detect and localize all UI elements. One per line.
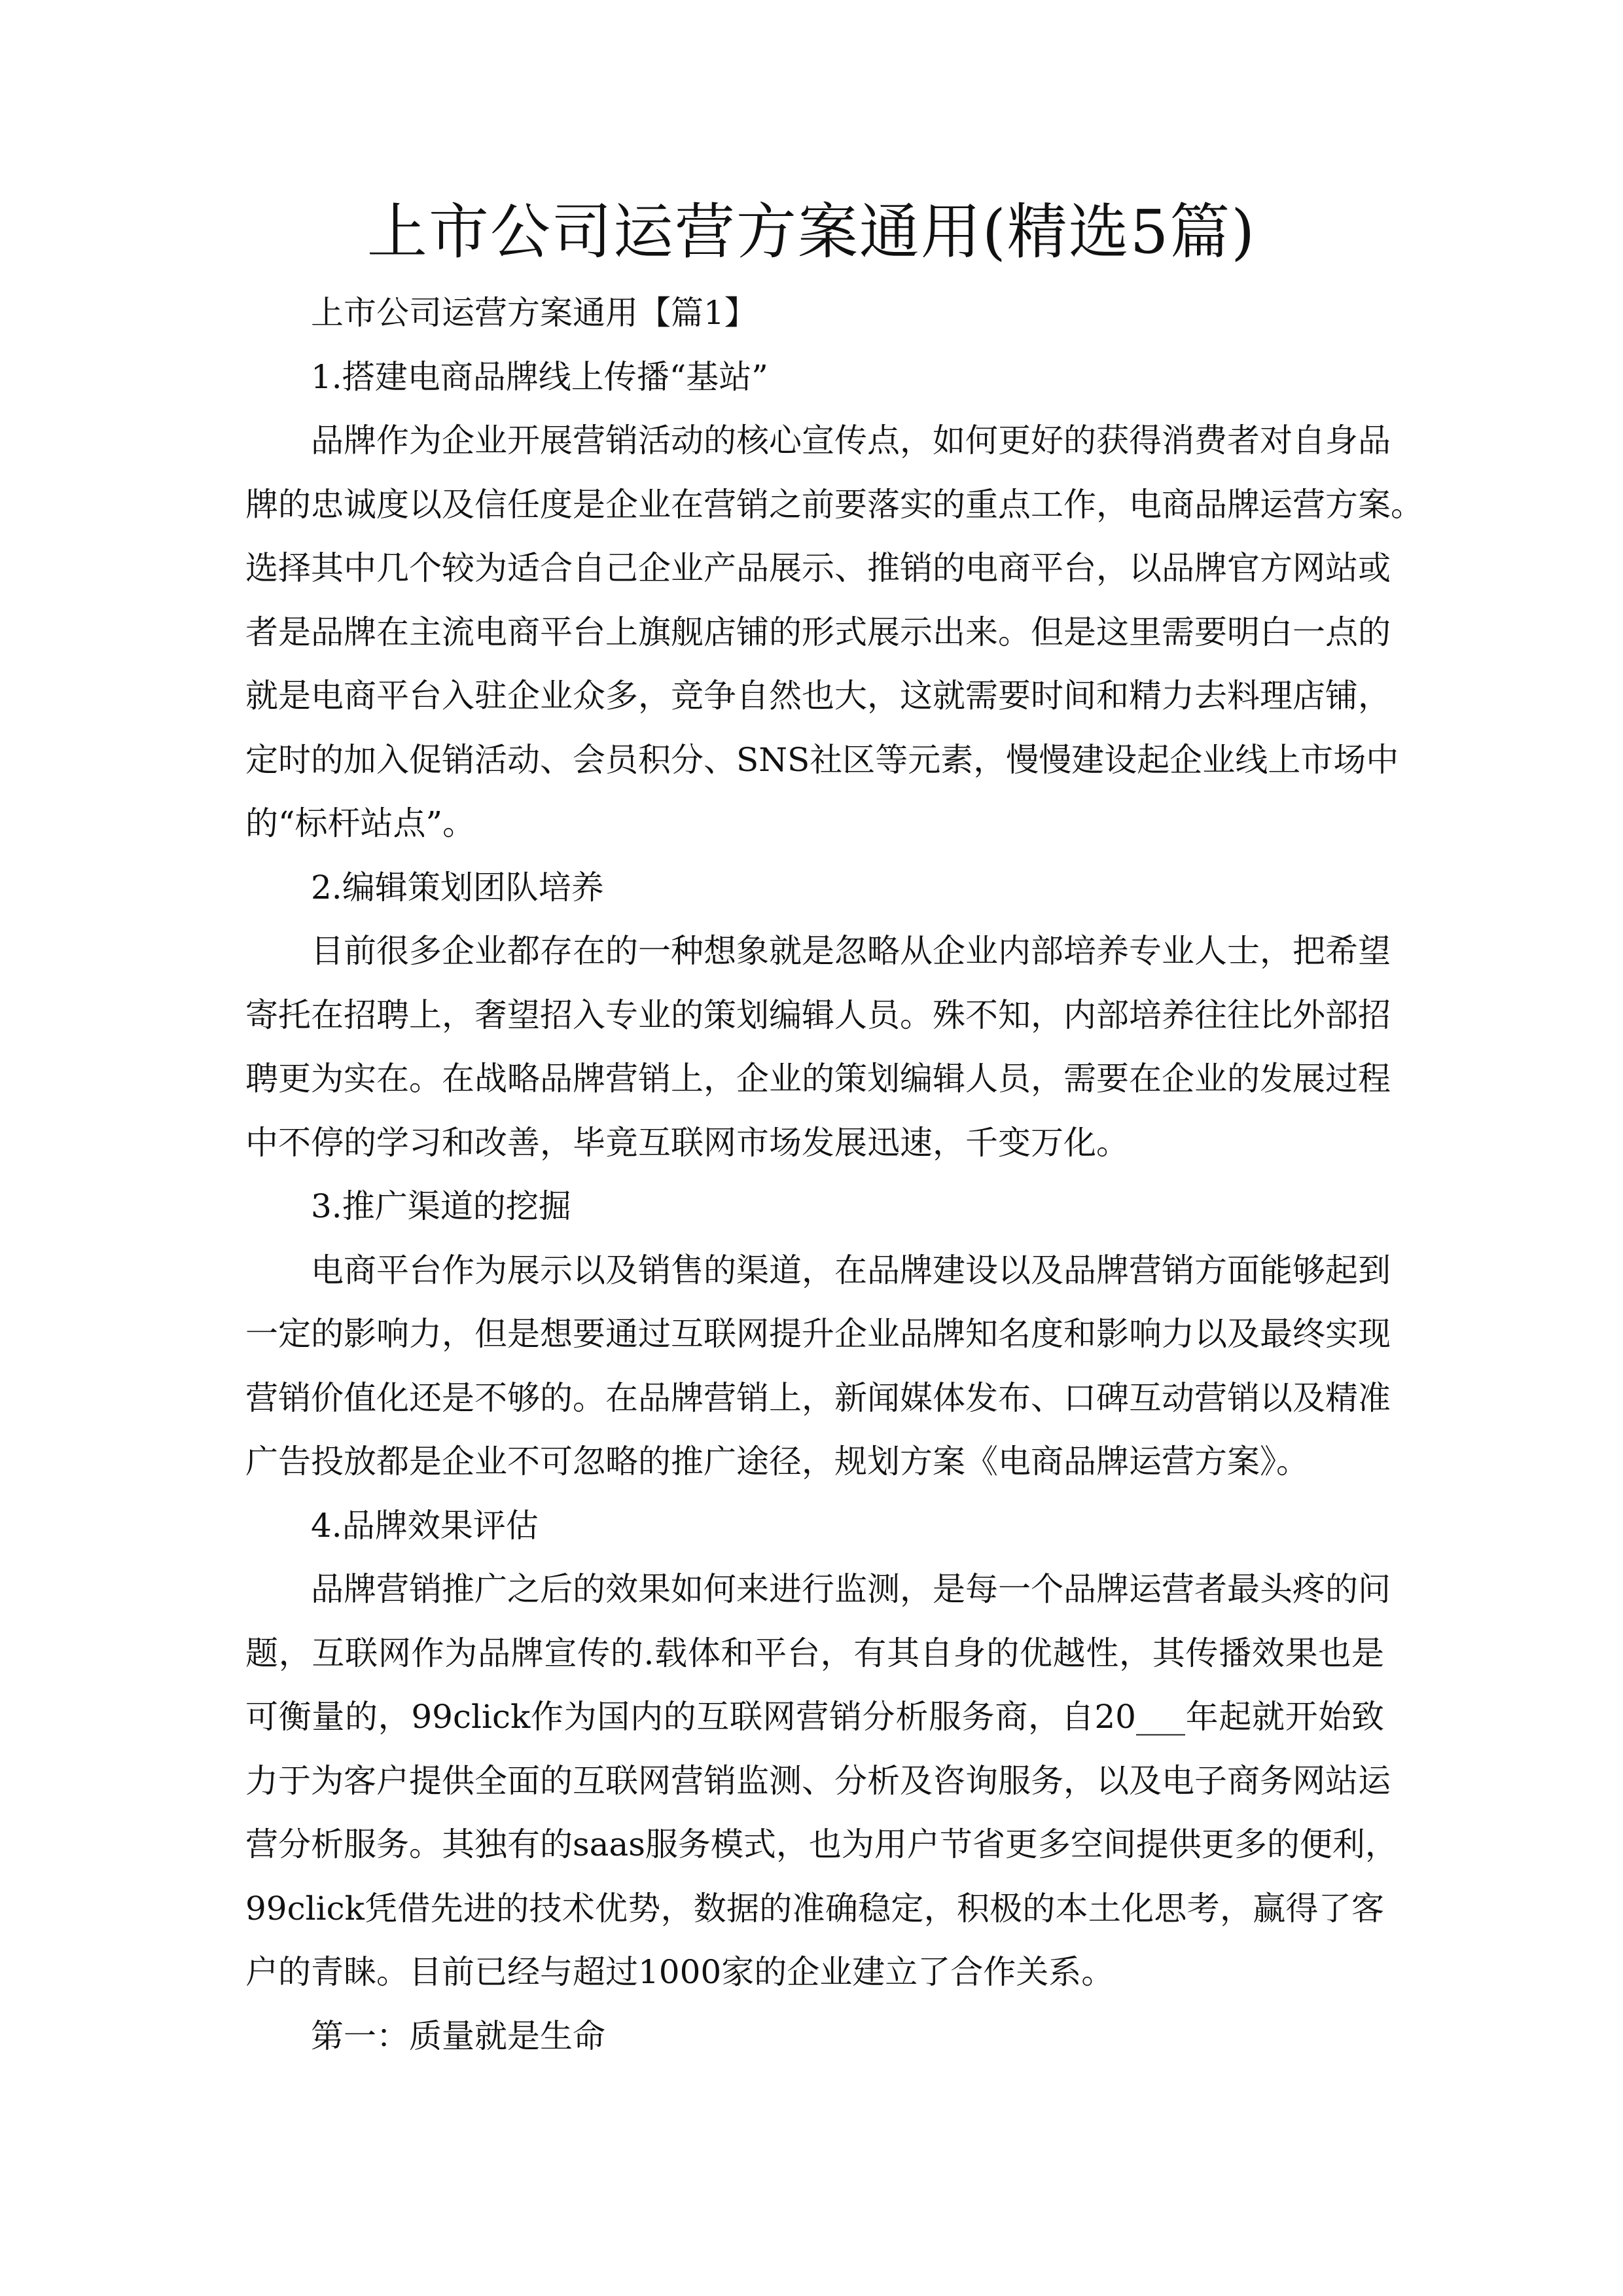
paragraph-line: 一定的影响力，但是想要通过互联网提升企业品牌知名度和影响力以及最终实现 [245, 1315, 1391, 1353]
paragraph-line: 寄托在招聘上，奢望招入专业的策划编辑人员。殊不知，内部培养往往比外部招 [245, 996, 1391, 1034]
paragraph-line-first: 4.品牌效果评估 [311, 1506, 539, 1545]
document-body [245, 281, 1423, 2068]
paragraph-line-first: 目前很多企业都存在的一种想象就是忽略从企业内部培养专业人士，把希望 [311, 932, 1391, 970]
paragraph-line-first: 品牌营销推广之后的效果如何来进行监测，是每一个品牌运营者最头疼的问 [311, 1570, 1391, 1608]
paragraph-line-first: 1.搭建电商品牌线上传播“基站” [311, 357, 768, 396]
paragraph-line: 力于为客户提供全面的互联网营销监测、分析及咨询服务，以及电子商务网站运 [245, 1761, 1391, 1800]
paragraph-line: 选择其中几个较为适合自己企业产品展示、推销的电商平台，以品牌官方网站或 [245, 549, 1391, 587]
paragraph-line: 中不停的学习和改善，毕竟互联网市场发展迅速，千变万化。 [245, 1123, 1129, 1162]
paragraph-line-first: 电商平台作为展示以及销售的渠道，在品牌建设以及品牌营销方面能够起到 [311, 1251, 1391, 1289]
paragraph-line: 广告投放都是企业不可忽略的推广途径，规划方案《电商品牌运营方案》。 [245, 1443, 1309, 1480]
paragraph-line: 可衡量的，99click作为国内的互联网营销分析服务商，自20___年起就开始致 [245, 1698, 1384, 1736]
paragraph-line-first: 第一：质量就是生命 [311, 2017, 605, 2055]
paragraph-line: 者是品牌在主流电商平台上旗舰店铺的形式展示出来。但是这里需要明白一点的 [245, 613, 1391, 651]
paragraph-line: 的“标杆站点”。 [245, 804, 476, 842]
paragraph-line-first: 品牌作为企业开展营销活动的核心宣传点，如何更好的获得消费者对自身品 [311, 422, 1391, 459]
paragraph-line: 户的青睐。目前已经与超过1000家的企业建立了合作关系。 [245, 1953, 1115, 1991]
paragraph-line: 营销价值化还是不够的。在品牌营销上，新闻媒体发布、口碑互动营销以及精准 [245, 1378, 1391, 1417]
paragraph-line: 99click凭借先进的技术优势，数据的准确稳定，积极的本土化思考，赢得了客 [245, 1889, 1384, 1928]
paragraph-line: 题，互联网作为品牌宣传的.载体和平台，有其自身的优越性，其传播效果也是 [245, 1634, 1384, 1672]
paragraph-line: 牌的忠诚度以及信任度是企业在营销之前要落实的重点工作，电商品牌运营方案。 [245, 485, 1423, 524]
document-title: 上市公司运营方案通用(精选5篇) [366, 197, 1257, 267]
paragraph-line: 聘更为实在。在战略品牌营销上，企业的策划编辑人员，需要在企业的发展过程 [245, 1060, 1391, 1098]
paragraph-line-first: 2.编辑策划团队培养 [311, 868, 604, 906]
paragraph-line: 定时的加入促销活动、会员积分、SNS社区等元素，慢慢建设起企业线上市场中 [245, 740, 1399, 779]
paragraph-line: 营分析服务。其独有的saas服务模式，也为用户节省更多空间提供更多的便利， [245, 1825, 1398, 1863]
paragraph-line: 就是电商平台入驻企业众多，竞争自然也大，这就需要时间和精力去料理店铺， [245, 677, 1391, 715]
paragraph-line-first: 上市公司运营方案通用【篇1】 [311, 294, 757, 332]
paragraph-line-first: 3.推广渠道的挖掘 [311, 1187, 571, 1225]
